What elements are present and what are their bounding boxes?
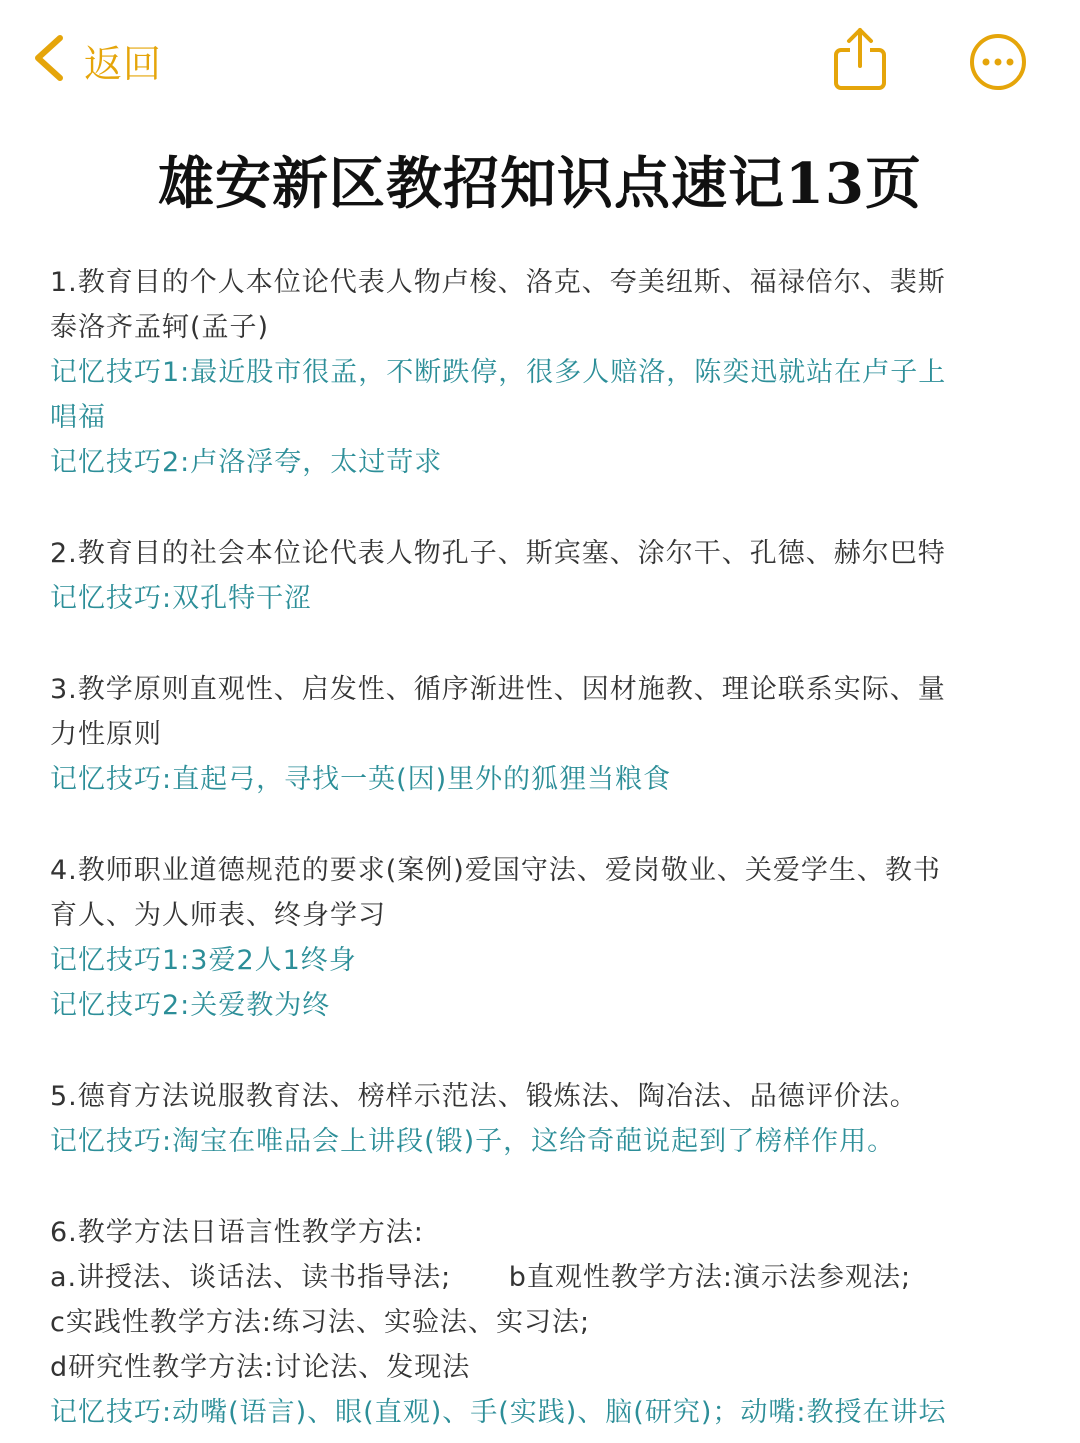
share-button[interactable] <box>832 26 888 92</box>
navigation-bar <box>0 0 1080 120</box>
back-label: 返回 <box>84 41 163 86</box>
item-text-line: d研究性教学方法:讨论法、发现法 <box>50 1352 471 1383</box>
memory-tip-line: 记忆技巧2:卢洛浮夸，太过苛求 <box>50 447 443 478</box>
item-text-line: 2.教育目的社会本位论代表人物孔子、斯宾塞、涂尔干、孔德、赫尔巴特 <box>50 538 946 569</box>
knowledge-item <box>50 531 1025 621</box>
memory-tip-line: 记忆技巧:淘宝在唯品会上讲段(锻)子，这给奇葩说起到了榜样作用。 <box>50 1126 896 1157</box>
memory-tip-line: 记忆技巧:双孔特干涩 <box>50 583 313 614</box>
memory-tip-line: 记忆技巧:直起弓，寻找一英(因)里外的狐狸当粮食 <box>50 764 672 795</box>
item-text-line: 力性原则 <box>50 719 162 750</box>
item-text-line: c实践性教学方法:练习法、实验法、实习法; <box>50 1307 591 1338</box>
item-text-line: 6.教学方法日语言性教学方法: <box>50 1217 424 1248</box>
item-text-line: 3.教学原则直观性、启发性、循序渐进性、因材施教、理论联系实际、量 <box>50 674 946 705</box>
item-text-line: 育人、为人师表、终身学习 <box>50 900 386 931</box>
memory-tip-line: 记忆技巧:动嘴(语言)、眼(直观)、手(实践)、脑(研究)；动嘴:教授在讲坛 <box>50 1397 947 1428</box>
more-button[interactable] <box>968 32 1028 92</box>
note-content <box>50 260 1025 1435</box>
item-text-line: 1.教育目的个人本位论代表人物卢梭、洛克、夸美纽斯、福禄倍尔、裴斯 <box>50 267 946 298</box>
knowledge-item <box>50 260 1025 485</box>
memory-tip-line: 记忆技巧1:最近股市很孟，不断跌停，很多人赔洛，陈奕迅就站在卢子上 <box>50 357 947 388</box>
knowledge-item <box>50 667 1025 802</box>
item-text-line: 4.教师职业道德规范的要求(案例)爱国守法、爱岗敬业、关爱学生、教书 <box>50 855 941 886</box>
item-text-line: 泰洛齐孟轲(孟子) <box>50 312 270 343</box>
memory-tip-line: 唱福 <box>50 402 106 433</box>
share-icon <box>832 26 888 92</box>
item-text-line: 5.德育方法说服教育法、榜样示范法、锻炼法、陶冶法、品德评价法。 <box>50 1081 918 1112</box>
more-icon <box>968 32 1028 92</box>
item-text-line: a.讲授法、谈话法、读书指导法; b直观性教学方法:演示法参观法; <box>50 1262 912 1293</box>
page-title: 雄安新区教招知识点速记13页 <box>158 151 922 217</box>
knowledge-item <box>50 1074 1025 1164</box>
knowledge-item <box>50 848 1025 1028</box>
back-button[interactable] <box>30 34 162 86</box>
memory-tip-line: 记忆技巧2:关爱教为终 <box>50 990 331 1021</box>
knowledge-item <box>50 1210 1025 1435</box>
memory-tip-line: 记忆技巧1:3爱2人1终身 <box>50 945 357 976</box>
chevron-left-icon <box>30 32 68 88</box>
